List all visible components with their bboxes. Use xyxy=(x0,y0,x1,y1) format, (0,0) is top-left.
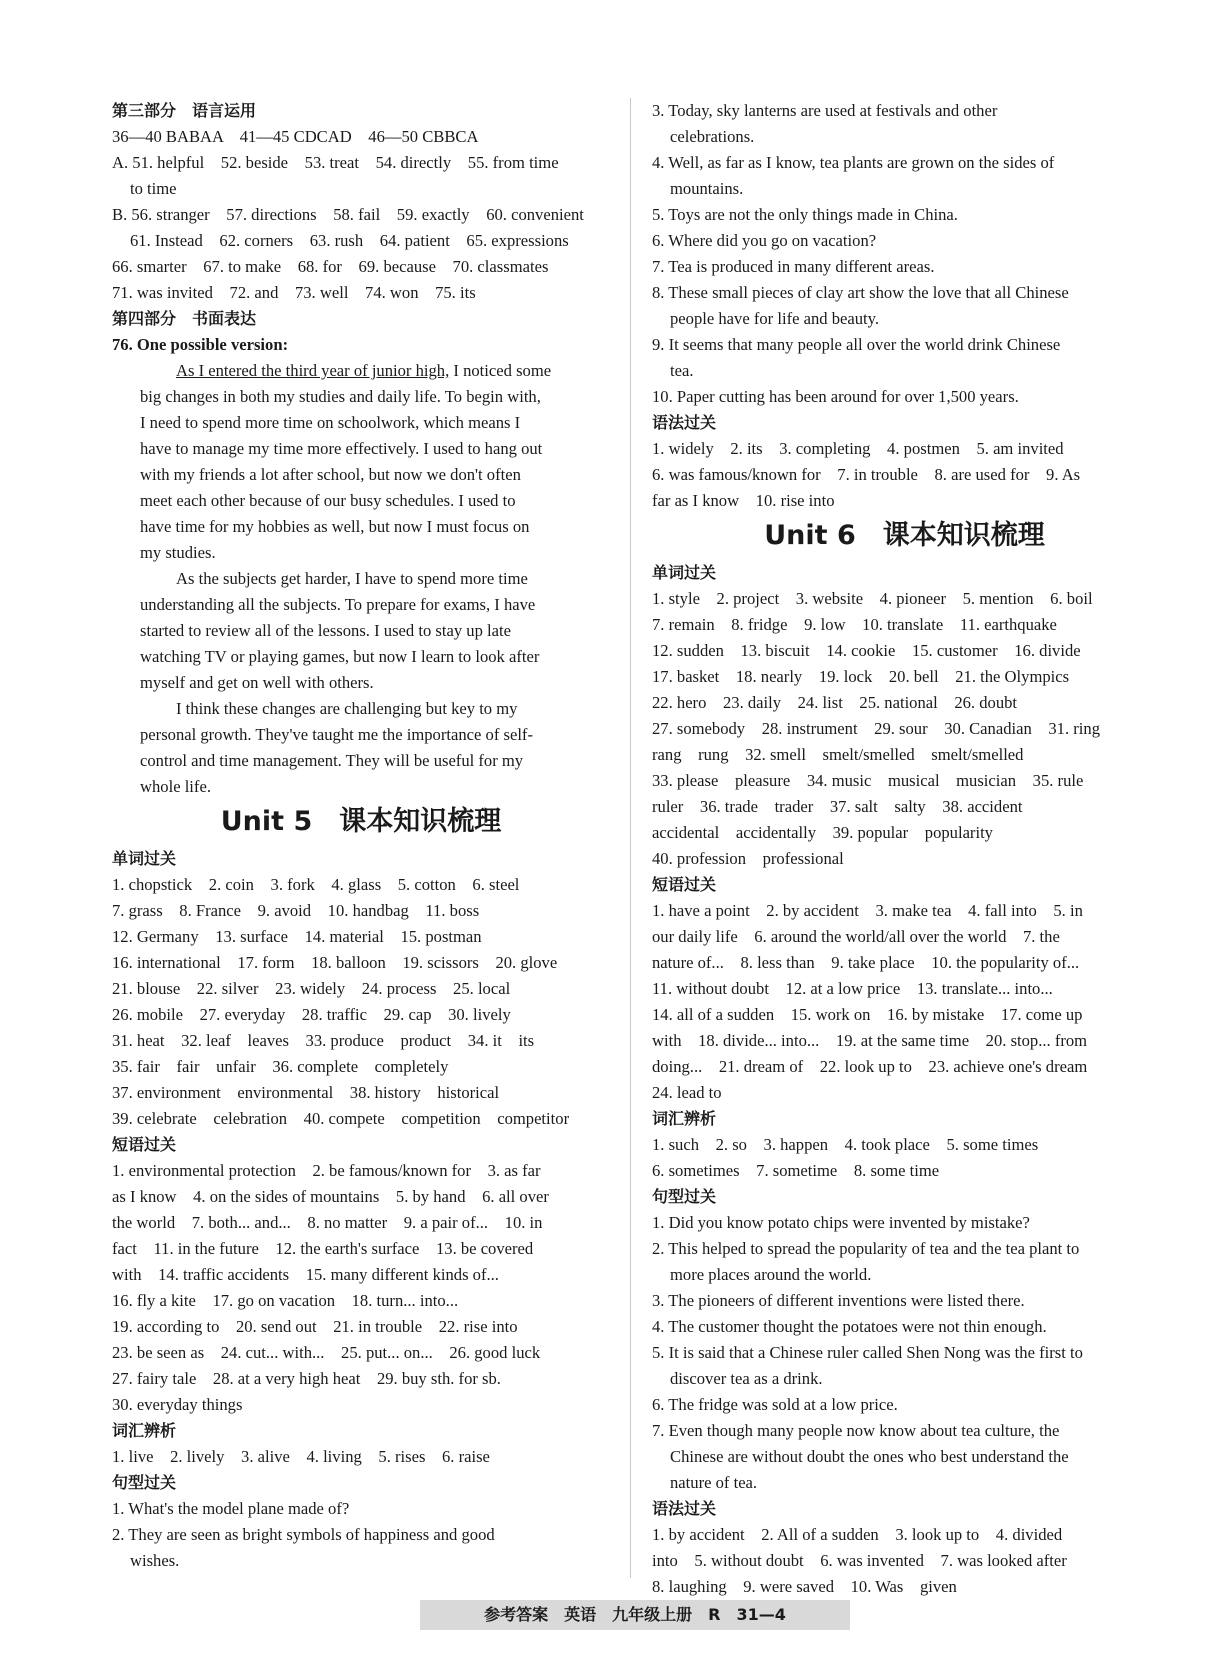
answer-line: far as I know 10. rise into xyxy=(652,491,835,510)
answer-line: 1. What's the model plane made of? xyxy=(112,1499,350,1518)
answer-line: 16. international 17. form 18. balloon 19. scissors 20. glove xyxy=(112,953,558,972)
answer-line: 71. was invited 72. and 73. well 74. won 75. its xyxy=(112,283,476,302)
answer-line: 7. remain 8. fridge 9. low 10. translate 11. earthquake xyxy=(652,615,1057,634)
section-heading: 词汇辨析 xyxy=(652,1109,717,1128)
answer-line: 11. without doubt 12. at a low price 13. translate... into... xyxy=(652,979,1053,998)
essay-line: As the subjects get harder, I have to spend more time xyxy=(176,569,528,588)
answer-line: 1. environmental protection 2. be famous/known for 3. as far xyxy=(112,1161,541,1180)
answer-line: 33. please pleasure 34. music musical musician 35. rule xyxy=(652,771,1084,790)
answer-line: as I know 4. on the sides of mountains 5. by hand 6. all over xyxy=(112,1187,549,1206)
essay-line: I think these changes are challenging but key to my xyxy=(176,699,518,718)
answer-line: 6. Where did you go on vacation? xyxy=(652,231,877,250)
section-heading: 单词过关 xyxy=(652,563,717,582)
section-heading: 词汇辨析 xyxy=(112,1421,177,1440)
answer-line: discover tea as a drink. xyxy=(670,1369,823,1388)
answer-line: A. 51. helpful 52. beside 53. treat 54. directly 55. from time xyxy=(112,153,559,172)
essay-line: started to review all of the lessons. I used to stay up late xyxy=(140,621,511,640)
answer-line: 1. style 2. project 3. website 4. pioneer 5. mention 6. boil xyxy=(652,589,1093,608)
column-divider xyxy=(630,98,631,1578)
essay-underlined-phrase: As I entered the third year of junior high, xyxy=(176,361,450,380)
answer-line: nature of... 8. less than 9. take place 10. the popularity of... xyxy=(652,953,1080,972)
essay-line: understanding all the subjects. To prepare for exams, I have xyxy=(140,595,536,614)
section-heading: 语法过关 xyxy=(652,1499,717,1518)
answer-line: 6. was famous/known for 7. in trouble 8. are used for 9. As xyxy=(652,465,1081,484)
answer-line: 2. They are seen as bright symbols of happiness and good xyxy=(112,1525,495,1544)
left-column xyxy=(112,98,610,1574)
essay-line: with my friends a lot after school, but now we don't often xyxy=(140,465,521,484)
answer-line: 21. blouse 22. silver 23. widely 24. process 25. local xyxy=(112,979,511,998)
answer-line: ruler 36. trade trader 37. salt salty 38. accident xyxy=(652,797,1023,816)
answer-line: into 5. without doubt 6. was invented 7. was looked after xyxy=(652,1551,1067,1570)
answer-line: 6. The fridge was sold at a low price. xyxy=(652,1395,898,1414)
answer-line: people have for life and beauty. xyxy=(670,309,880,328)
unit6-title: Unit 6 课本知识梳理 xyxy=(764,520,1045,551)
essay-line: myself and get on well with others. xyxy=(140,673,374,692)
answer-line: 8. laughing 9. were saved 10. Was given xyxy=(652,1577,957,1596)
answer-line: mountains. xyxy=(670,179,744,198)
answer-line: 9. It seems that many people all over the world drink Chinese xyxy=(652,335,1061,354)
answer-line: Chinese are without doubt the ones who best understand the xyxy=(670,1447,1069,1466)
answer-line: 3. The pioneers of different inventions were listed there. xyxy=(652,1291,1025,1310)
section-heading: 句型过关 xyxy=(112,1473,177,1492)
answer-line: 7. grass 8. France 9. avoid 10. handbag 11. boss xyxy=(112,901,480,920)
answer-line: 17. basket 18. nearly 19. lock 20. bell 21. the Olympics xyxy=(652,667,1070,686)
answer-line: the world 7. both... and... 8. no matter 9. a pair of... 10. in xyxy=(112,1213,543,1232)
answer-line: 66. smarter 67. to make 68. for 69. because 70. classmates xyxy=(112,257,549,276)
answer-line: 8. These small pieces of clay art show the love that all Chinese xyxy=(652,283,1069,302)
essay-line: personal growth. They've taught me the importance of self- xyxy=(140,725,533,744)
answer-line: 5. Toys are not the only things made in China. xyxy=(652,205,958,224)
answer-line: 24. lead to xyxy=(652,1083,722,1102)
answer-line: 31. heat 32. leaf leaves 33. produce product 34. it its xyxy=(112,1031,535,1050)
section-heading: 短语过关 xyxy=(652,875,717,894)
answer-line: 37. environment environmental 38. history historical xyxy=(112,1083,500,1102)
section-heading: 短语过关 xyxy=(112,1135,177,1154)
answer-line: 2. This helped to spread the popularity of tea and the tea plant to xyxy=(652,1239,1080,1258)
answer-line: 5. It is said that a Chinese ruler called Shen Nong was the first to xyxy=(652,1343,1083,1362)
answer-line: with 14. traffic accidents 15. many different kinds of... xyxy=(112,1265,499,1284)
answer-line: 30. everyday things xyxy=(112,1395,243,1414)
answer-line: 1. by accident 2. All of a sudden 3. look up to 4. divided xyxy=(652,1525,1063,1544)
section-heading: 单词过关 xyxy=(112,849,177,868)
answer-line: 23. be seen as 24. cut... with... 25. put... on... 26. good luck xyxy=(112,1343,541,1362)
unit5-title: Unit 5 课本知识梳理 xyxy=(220,806,502,837)
essay-label: 76. One possible version: xyxy=(112,335,289,354)
essay-line: meet each other because of our busy schedules. I used to xyxy=(140,491,516,510)
answer-line: 10. Paper cutting has been around for over 1,500 years. xyxy=(652,387,1019,406)
answer-line: 27. somebody 28. instrument 29. sour 30. Canadian 31. ring xyxy=(652,719,1100,738)
answer-line: 26. mobile 27. everyday 28. traffic 29. cap 30. lively xyxy=(112,1005,511,1024)
page-footer: 参考答案 英语 九年级上册 R 31—4 xyxy=(420,1600,850,1630)
part4-heading: 第四部分 书面表达 xyxy=(112,309,257,328)
answer-line: celebrations. xyxy=(670,127,755,146)
answer-line: 36—40 BABAA 41—45 CDCAD 46—50 CBBCA xyxy=(112,127,479,146)
answer-line: 1. chopstick 2. coin 3. fork 4. glass 5. cotton 6. steel xyxy=(112,875,520,894)
section-heading: 句型过关 xyxy=(652,1187,717,1206)
answer-line: doing... 21. dream of 22. look up to 23. achieve one's dream xyxy=(652,1057,1088,1076)
answer-line: 16. fly a kite 17. go on vacation 18. turn... into... xyxy=(112,1291,459,1310)
answer-line: wishes. xyxy=(130,1551,180,1570)
answer-line: 7. Even though many people now know about tea culture, the xyxy=(652,1421,1060,1440)
essay-line: I need to spend more time on schoolwork, which means I xyxy=(140,413,521,432)
answer-line: 22. hero 23. daily 24. list 25. national 26. doubt xyxy=(652,693,1018,712)
answer-line: our daily life 6. around the world/all over the world 7. the xyxy=(652,927,1060,946)
essay-line: my studies. xyxy=(140,543,216,562)
answer-line: 14. all of a sudden 15. work on 16. by mistake 17. come up xyxy=(652,1005,1083,1024)
answer-line: B. 56. stranger 57. directions 58. fail 59. exactly 60. convenient xyxy=(112,205,584,224)
answer-line: 27. fairy tale 28. at a very high heat 29. buy sth. for sb. xyxy=(112,1369,501,1388)
answer-line: 6. sometimes 7. sometime 8. some time xyxy=(652,1161,940,1180)
essay-line: have to manage my time more effectively. I used to hang out xyxy=(140,439,543,458)
essay-line: watching TV or playing games, but now I learn to look after xyxy=(140,647,540,666)
part3-heading: 第三部分 语言运用 xyxy=(112,101,257,120)
answer-line: 12. sudden 13. biscuit 14. cookie 15. customer 16. divide xyxy=(652,641,1081,660)
answer-line: 12. Germany 13. surface 14. material 15. postman xyxy=(112,927,482,946)
essay-line: As I entered the third year of junior high, I noticed some xyxy=(176,361,552,380)
answer-line: rang rung 32. smell smelt/smelled smelt/smelled xyxy=(652,745,1024,764)
answer-line: to time xyxy=(130,179,177,198)
answer-line: 61. Instead 62. corners 63. rush 64. patient 65. expressions xyxy=(130,231,569,250)
answer-line: 40. profession professional xyxy=(652,849,844,868)
answer-line: nature of tea. xyxy=(670,1473,758,1492)
essay-line: whole life. xyxy=(140,777,211,796)
answer-line: 1. have a point 2. by accident 3. make tea 4. fall into 5. in xyxy=(652,901,1083,920)
answer-line: 1. live 2. lively 3. alive 4. living 5. rises 6. raise xyxy=(112,1447,490,1466)
answer-line: 1. such 2. so 3. happen 4. took place 5. some times xyxy=(652,1135,1039,1154)
answer-line: with 18. divide... into... 19. at the same time 20. stop... from xyxy=(652,1031,1088,1050)
answer-line: 4. The customer thought the potatoes were not thin enough. xyxy=(652,1317,1047,1336)
answer-line: 4. Well, as far as I know, tea plants are grown on the sides of xyxy=(652,153,1055,172)
essay-line: control and time management. They will be useful for my xyxy=(140,751,524,770)
answer-line: accidental accidentally 39. popular popularity xyxy=(652,823,993,842)
answer-line: 3. Today, sky lanterns are used at festivals and other xyxy=(652,101,998,120)
answer-line: 19. according to 20. send out 21. in trouble 22. rise into xyxy=(112,1317,518,1336)
answer-line: fact 11. in the future 12. the earth's surface 13. be covered xyxy=(112,1239,534,1258)
section-heading: 语法过关 xyxy=(652,413,717,432)
answer-line: 1. widely 2. its 3. completing 4. postmen 5. am invited xyxy=(652,439,1064,458)
answer-line: tea. xyxy=(670,361,694,380)
answer-line: 39. celebrate celebration 40. compete competition competitor xyxy=(112,1109,570,1128)
essay-line: big changes in both my studies and daily life. To begin with, xyxy=(140,387,541,406)
answer-line: 35. fair fair unfair 36. complete completely xyxy=(112,1057,449,1076)
essay-line: have time for my hobbies as well, but now I must focus on xyxy=(140,517,530,536)
answer-line: 1. Did you know potato chips were invented by mistake? xyxy=(652,1213,1030,1232)
right-column xyxy=(652,98,1157,1600)
answer-line: 7. Tea is produced in many different areas. xyxy=(652,257,935,276)
answer-line: more places around the world. xyxy=(670,1265,872,1284)
